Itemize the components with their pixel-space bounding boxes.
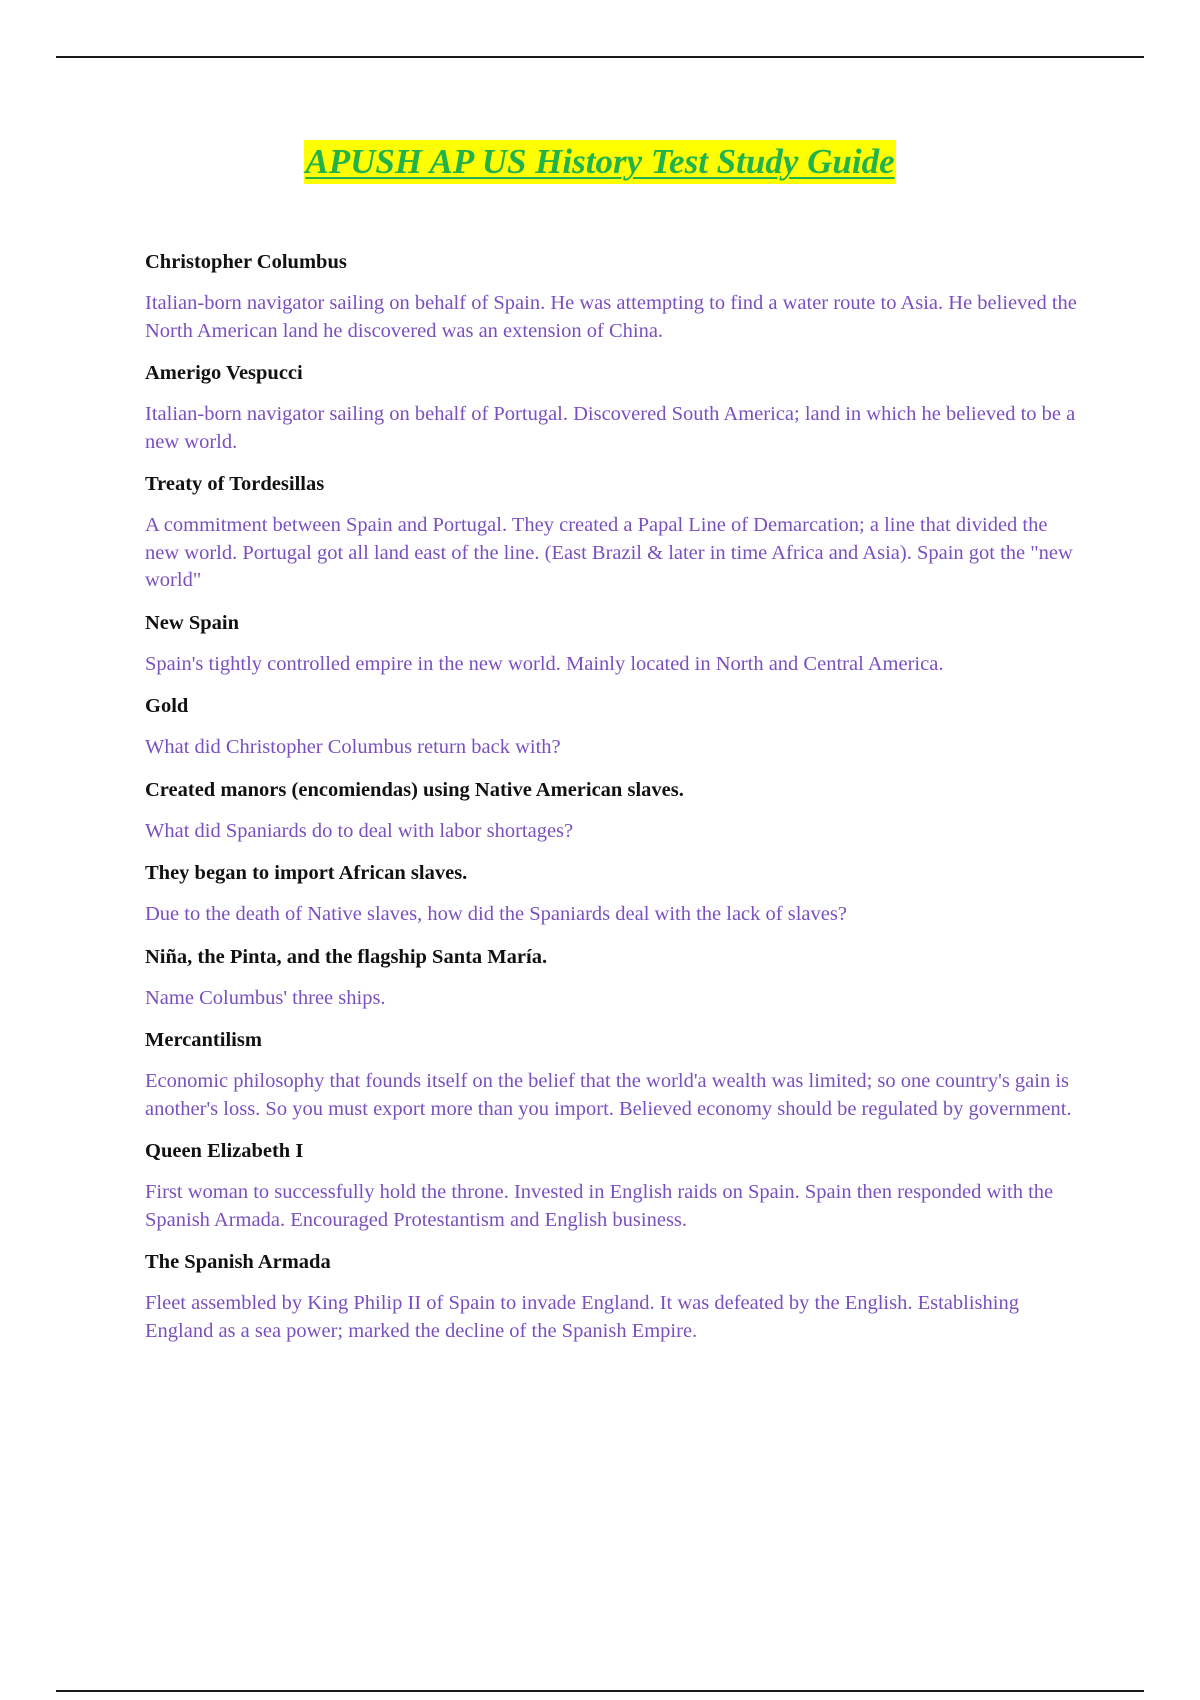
- entry-definition: Italian-born navigator sailing on behalf of Spain. He was attempting to find a water route to Asia. He believed the North American land he discovered was an extension of China.: [145, 292, 1077, 342]
- entry-term: Created manors (encomiendas) using Native American slaves.: [145, 778, 684, 801]
- entry-treaty-of-tordesillas: [145, 470, 1085, 595]
- entry-term: Amerigo Vespucci: [145, 362, 303, 384]
- entry-definition: Economic philosophy that founds itself on the belief that the world'a wealth was limited; so one country's gain is another's loss. So you must export more than you import. Believed economy should be regulated by government.: [145, 1070, 1072, 1120]
- entry-gold: [145, 692, 1085, 762]
- entry-definition: Italian-born navigator sailing on behalf of Portugal. Discovered South America; land in which he believed to be a new world.: [145, 403, 1076, 453]
- entry-african-slaves: [145, 859, 1085, 929]
- entry-term: Queen Elizabeth I: [145, 1140, 304, 1162]
- entry-encomiendas: [145, 776, 1085, 846]
- entry-definition: Name Columbus' three ships.: [145, 986, 386, 1009]
- entry-definition: Spain's tightly controlled empire in the new world. Mainly located in North and Central America.: [145, 652, 944, 675]
- title-area: [0, 140, 1200, 184]
- entry-queen-elizabeth: [145, 1137, 1085, 1234]
- entry-definition: Due to the death of Native slaves, how did the Spaniards deal with the lack of slaves?: [145, 903, 847, 925]
- entry-definition: First woman to successfully hold the throne. Invested in English raids on Spain. Spain then responded with the Spanish Armada. Encouraged Protestantism and English business.: [145, 1181, 1054, 1231]
- entry-term: They began to import African slaves.: [145, 862, 468, 884]
- page-title: APUSH AP US History Test Study Guide: [304, 140, 895, 184]
- entry-mercantilism: [145, 1026, 1085, 1123]
- study-guide-content: [145, 248, 1085, 1359]
- entry-term: Niña, the Pinta, and the flagship Santa María.: [145, 945, 548, 968]
- entry-term: Mercantilism: [145, 1029, 262, 1051]
- entry-christopher-columbus: [145, 248, 1085, 345]
- entry-new-spain: [145, 609, 1085, 679]
- entry-term: Treaty of Tordesillas: [145, 473, 325, 495]
- entry-term: The Spanish Armada: [145, 1251, 331, 1273]
- entry-term: Christopher Columbus: [145, 251, 347, 273]
- bottom-rule: [56, 1690, 1144, 1692]
- entry-amerigo-vespucci: [145, 359, 1085, 456]
- entry-three-ships: [145, 943, 1085, 1013]
- entry-definition: What did Spaniards do to deal with labor shortages?: [145, 819, 574, 842]
- entry-term: New Spain: [145, 611, 239, 634]
- top-rule: [56, 56, 1144, 58]
- entry-spanish-armada: [145, 1248, 1085, 1345]
- entry-term: Gold: [145, 695, 189, 717]
- entry-definition: Fleet assembled by King Philip II of Spain to invade England. It was defeated by the English. Establishing England as a sea power; marked the decline of the Spanish Empire.: [145, 1292, 1019, 1342]
- entry-definition: What did Christopher Columbus return back with?: [145, 736, 561, 758]
- entry-definition: A commitment between Spain and Portugal. They created a Papal Line of Demarcation; a line that divided the new world. Portugal got all land east of the line. (East Brazil & later in time Africa and Asia). Spain got the "new world": [145, 514, 1073, 591]
